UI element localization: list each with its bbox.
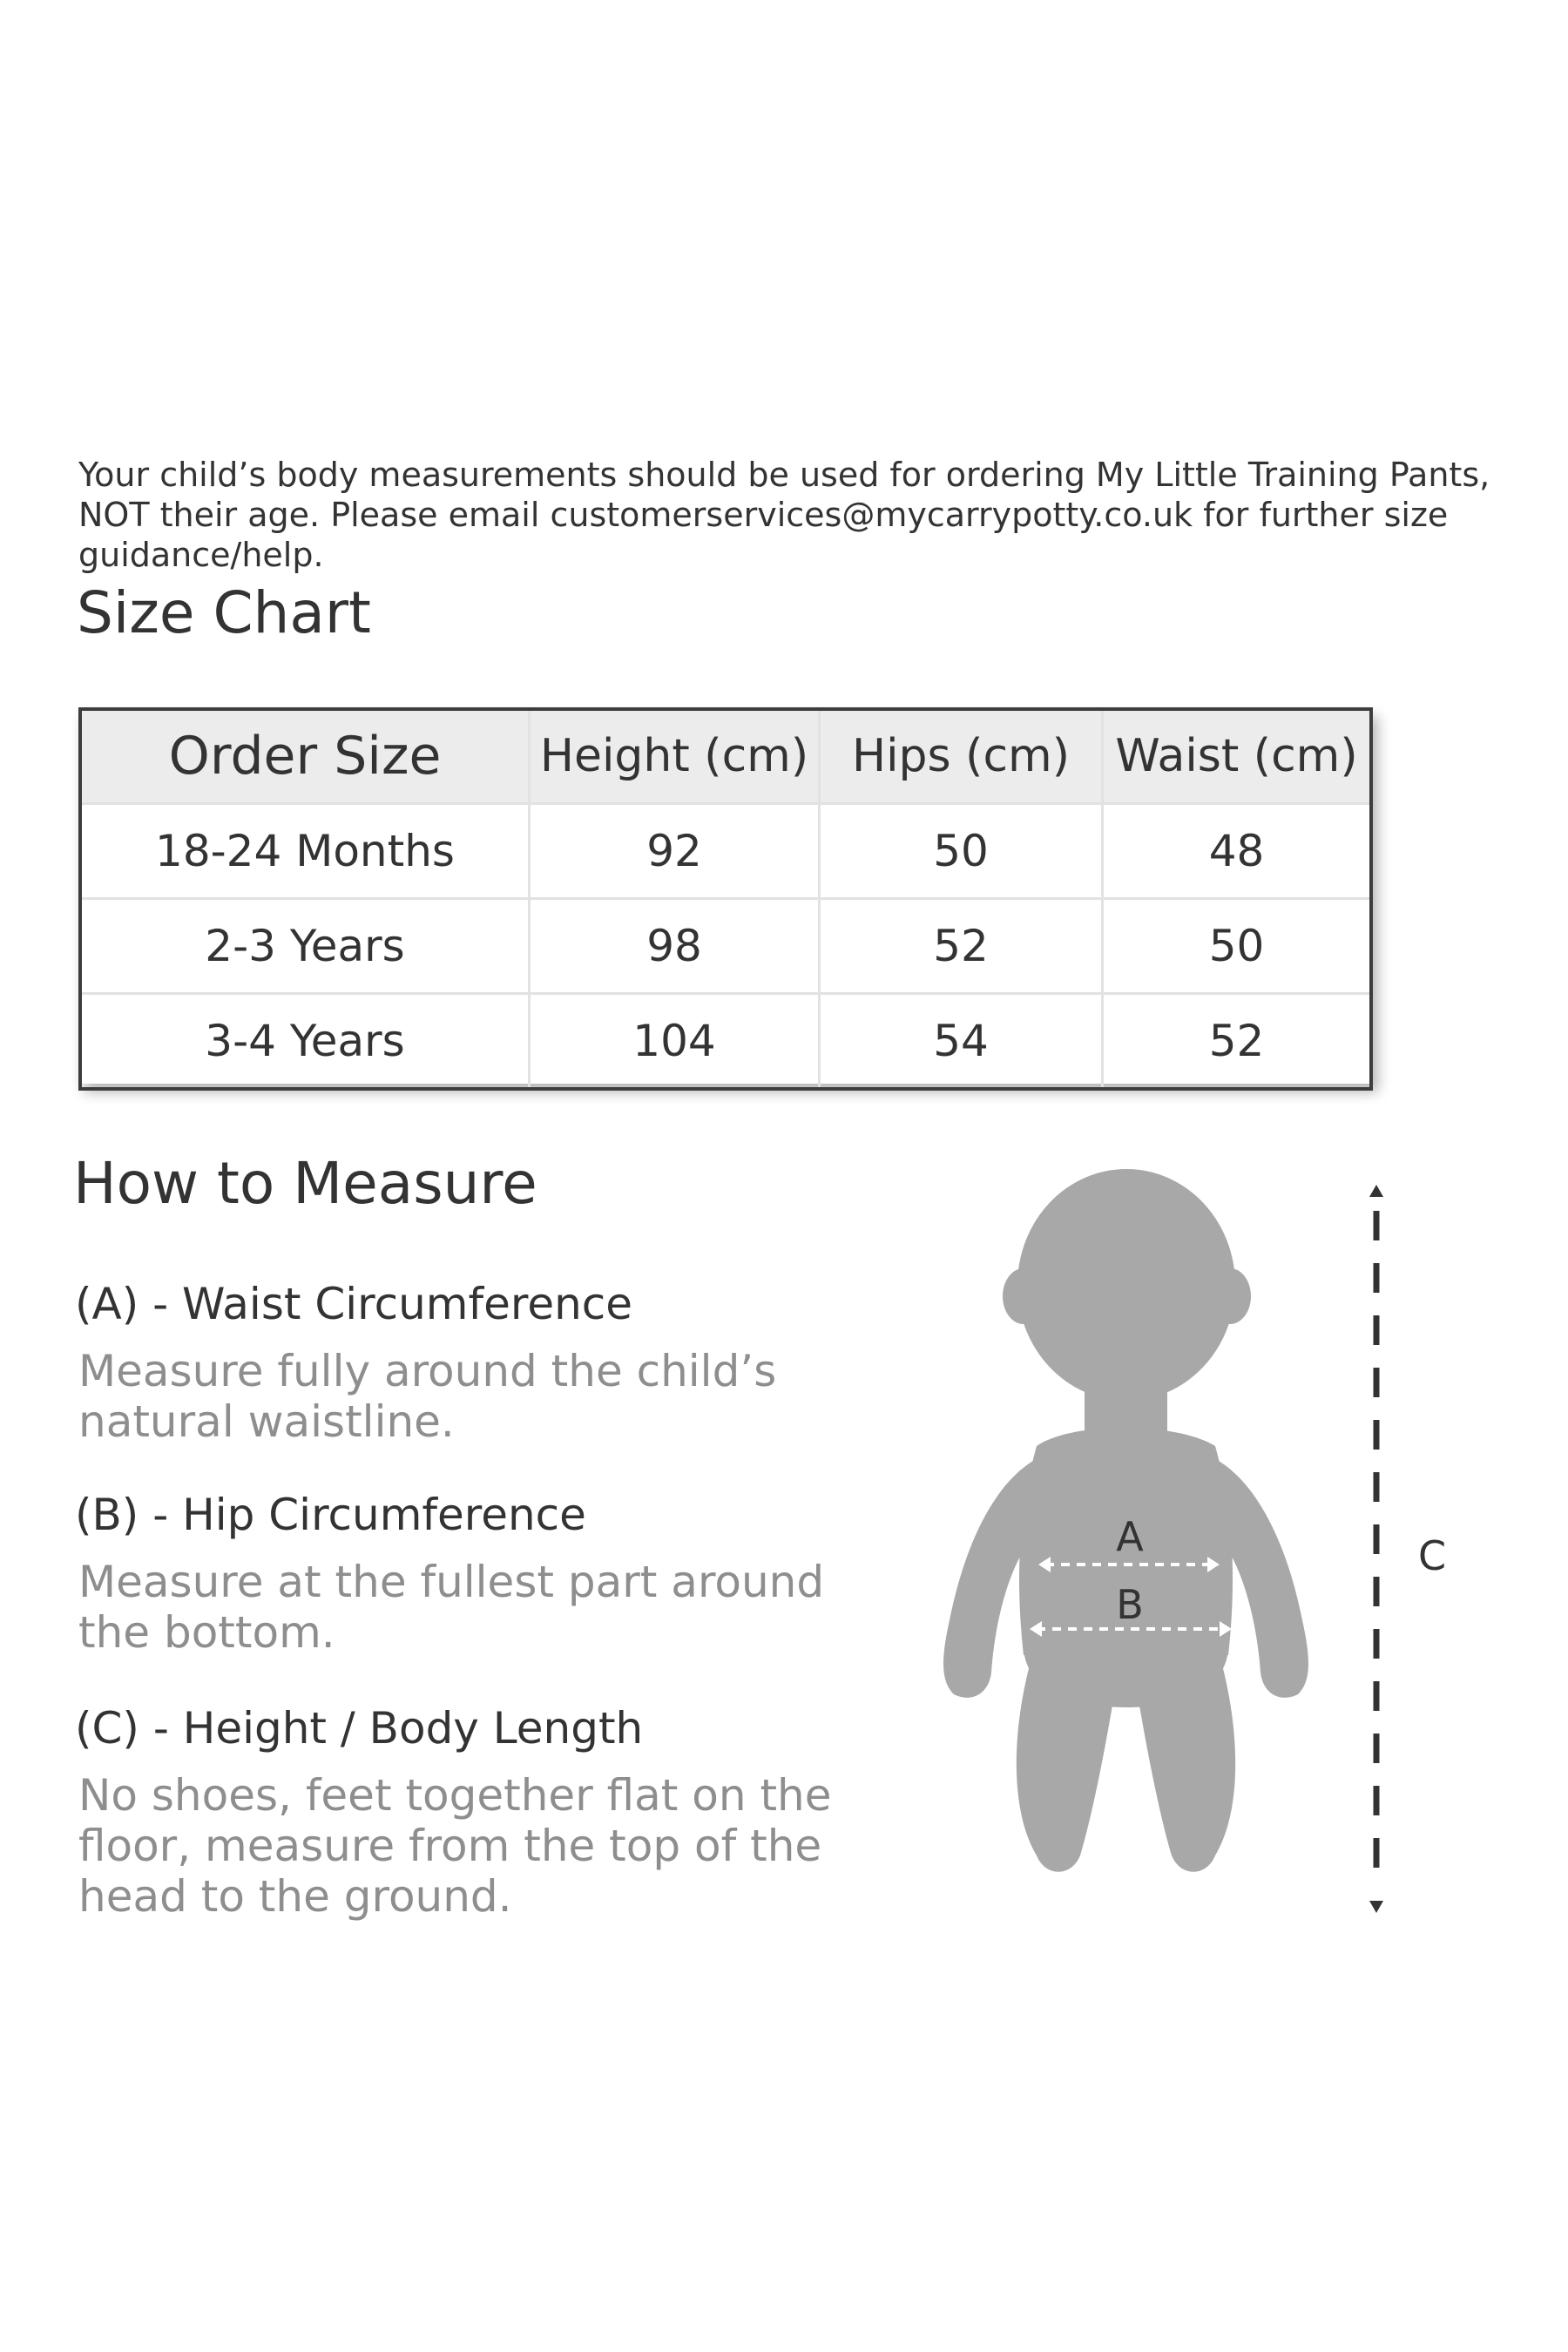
cell-order-size: 2-3 Years [80, 898, 530, 993]
cell-height: 104 [530, 993, 820, 1089]
cell-height: 92 [530, 803, 820, 898]
size-chart-table [78, 707, 1373, 1091]
waist-heading: (A) - Waist Circumference [75, 1279, 633, 1329]
cell-order-size: 3-4 Years [80, 993, 530, 1089]
height-arrow-down-icon [1369, 1901, 1383, 1913]
column-header-order-size: Order Size [80, 709, 530, 803]
cell-waist: 52 [1103, 993, 1372, 1089]
cell-order-size: 18-24 Months [80, 803, 530, 898]
height-arrow-up-icon [1369, 1185, 1383, 1197]
hip-instructions: Measure at the fullest part around the bottom. [78, 1557, 825, 1658]
cell-hips: 50 [820, 803, 1103, 898]
column-header-waist: Waist (cm) [1103, 709, 1372, 803]
hip-heading: (B) - Hip Circumference [75, 1490, 586, 1540]
intro-text: Your child’s body measurements should be used for ordering My Little Training Pants, NOT their age. Please email customerservices@mycarrypotty.co.uk for further size guidance/help. [78, 456, 1490, 574]
how-to-measure-title: How to Measure [73, 1150, 537, 1217]
label-a: A [1116, 1513, 1144, 1560]
baby-ear-right [1209, 1268, 1251, 1324]
size-chart-table-container [78, 707, 1373, 1084]
baby-ear-left [1003, 1268, 1044, 1324]
cell-waist: 48 [1103, 803, 1372, 898]
baby-measurement-figure [906, 1167, 1446, 1925]
waist-instructions: Measure fully around the child’s natural waistline. [78, 1346, 777, 1447]
cell-height: 98 [530, 898, 820, 993]
cell-hips: 54 [820, 993, 1103, 1089]
table-row [80, 898, 1371, 993]
table-row [80, 993, 1371, 1089]
column-header-hips: Hips (cm) [820, 709, 1103, 803]
baby-head [1017, 1169, 1235, 1401]
label-b: B [1116, 1581, 1144, 1628]
height-marker [1369, 1185, 1383, 1913]
height-heading: (C) - Height / Body Length [75, 1703, 644, 1754]
height-instructions: No shoes, feet together flat on the floor, measure from the top of the head to the ground. [78, 1770, 832, 1922]
table-header-row [80, 709, 1371, 803]
cell-waist: 50 [1103, 898, 1372, 993]
table-row [80, 803, 1371, 898]
column-header-height: Height (cm) [530, 709, 820, 803]
cell-hips: 52 [820, 898, 1103, 993]
size-chart-title: Size Chart [77, 579, 371, 646]
label-c: C [1418, 1532, 1446, 1579]
